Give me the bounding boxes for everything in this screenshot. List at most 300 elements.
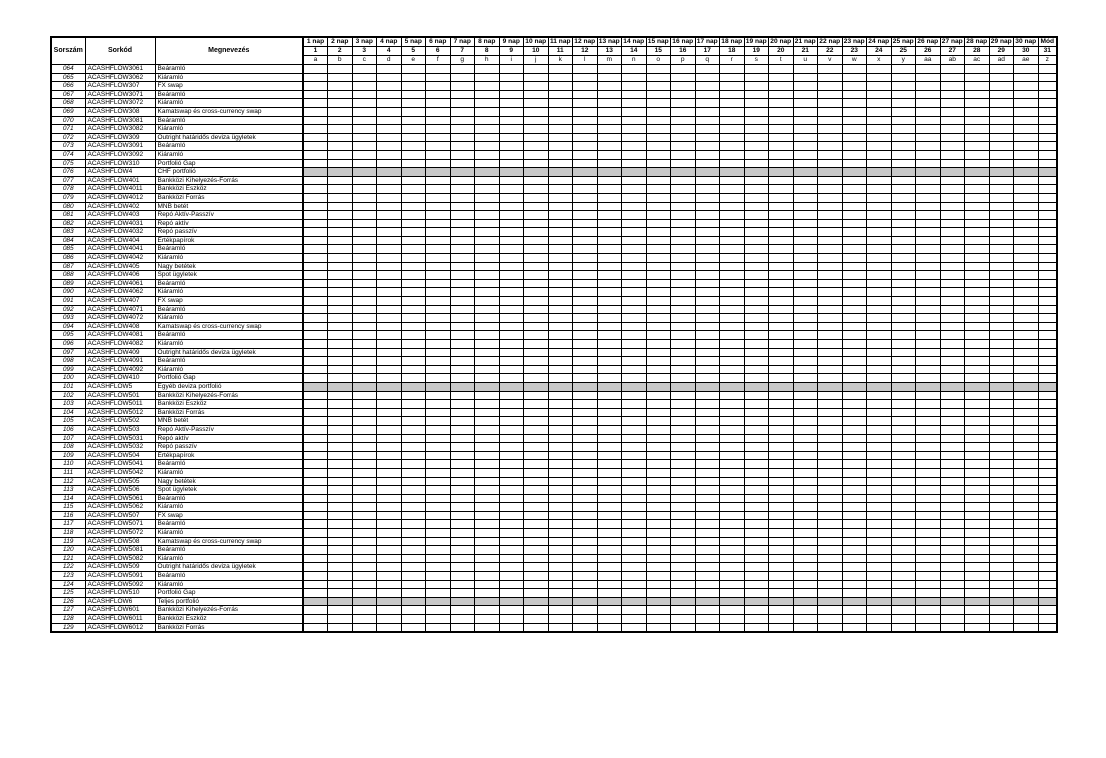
data-cell[interactable]: [793, 288, 818, 297]
data-cell[interactable]: [328, 322, 353, 331]
data-cell[interactable]: [1014, 486, 1039, 495]
data-cell[interactable]: [499, 288, 524, 297]
data-cell[interactable]: [499, 529, 524, 538]
data-cell[interactable]: [328, 297, 353, 306]
data-cell[interactable]: [622, 623, 647, 632]
data-cell[interactable]: [401, 606, 426, 615]
data-cell[interactable]: [328, 520, 353, 529]
data-cell[interactable]: [769, 400, 794, 409]
data-cell[interactable]: [695, 460, 720, 469]
data-cell[interactable]: [646, 546, 671, 555]
data-cell[interactable]: [646, 107, 671, 116]
data-cell[interactable]: [450, 271, 475, 280]
data-cell[interactable]: [720, 211, 745, 220]
data-cell[interactable]: [426, 236, 451, 245]
data-cell[interactable]: [744, 202, 769, 211]
data-cell[interactable]: [867, 168, 892, 177]
data-cell[interactable]: [916, 443, 941, 452]
data-cell[interactable]: [891, 443, 916, 452]
data-cell[interactable]: [842, 417, 867, 426]
data-cell[interactable]: [352, 615, 377, 624]
data-cell[interactable]: [622, 443, 647, 452]
data-cell[interactable]: [695, 279, 720, 288]
data-cell[interactable]: [548, 615, 573, 624]
data-cell[interactable]: [303, 262, 328, 271]
data-cell[interactable]: [328, 236, 353, 245]
data-cell[interactable]: [303, 391, 328, 400]
data-cell[interactable]: [524, 142, 549, 151]
data-cell[interactable]: [573, 597, 598, 606]
data-cell[interactable]: [1014, 107, 1039, 116]
data-cell[interactable]: [769, 142, 794, 151]
data-cell[interactable]: [646, 99, 671, 108]
data-cell[interactable]: [622, 228, 647, 237]
data-cell[interactable]: [940, 202, 965, 211]
data-cell[interactable]: [597, 554, 622, 563]
data-cell[interactable]: [744, 193, 769, 202]
data-cell[interactable]: [1038, 168, 1057, 177]
data-cell[interactable]: [622, 305, 647, 314]
data-cell[interactable]: [842, 314, 867, 323]
data-cell[interactable]: [891, 159, 916, 168]
data-cell[interactable]: [720, 572, 745, 581]
data-cell[interactable]: [867, 262, 892, 271]
data-cell[interactable]: [842, 597, 867, 606]
data-cell[interactable]: [916, 176, 941, 185]
data-cell[interactable]: [646, 348, 671, 357]
data-cell[interactable]: [891, 546, 916, 555]
data-cell[interactable]: [426, 176, 451, 185]
data-cell[interactable]: [1038, 572, 1057, 581]
data-cell[interactable]: [352, 374, 377, 383]
data-cell[interactable]: [818, 606, 843, 615]
data-cell[interactable]: [524, 219, 549, 228]
data-cell[interactable]: [597, 73, 622, 82]
data-cell[interactable]: [597, 597, 622, 606]
data-cell[interactable]: [916, 520, 941, 529]
data-cell[interactable]: [548, 340, 573, 349]
data-cell[interactable]: [867, 176, 892, 185]
data-cell[interactable]: [450, 331, 475, 340]
data-cell[interactable]: [524, 520, 549, 529]
data-cell[interactable]: [891, 90, 916, 99]
data-cell[interactable]: [475, 606, 500, 615]
data-cell[interactable]: [499, 219, 524, 228]
data-cell[interactable]: [450, 597, 475, 606]
data-cell[interactable]: [818, 615, 843, 624]
data-cell[interactable]: [524, 589, 549, 598]
data-cell[interactable]: [573, 572, 598, 581]
data-cell[interactable]: [1014, 382, 1039, 391]
data-cell[interactable]: [720, 477, 745, 486]
data-cell[interactable]: [401, 116, 426, 125]
data-cell[interactable]: [867, 486, 892, 495]
data-cell[interactable]: [965, 554, 990, 563]
data-cell[interactable]: [989, 451, 1014, 460]
data-cell[interactable]: [548, 314, 573, 323]
data-cell[interactable]: [940, 288, 965, 297]
data-cell[interactable]: [597, 305, 622, 314]
data-cell[interactable]: [328, 107, 353, 116]
data-cell[interactable]: [401, 554, 426, 563]
data-cell[interactable]: [401, 408, 426, 417]
data-cell[interactable]: [573, 211, 598, 220]
data-cell[interactable]: [1014, 529, 1039, 538]
data-cell[interactable]: [793, 202, 818, 211]
data-cell[interactable]: [377, 563, 402, 572]
data-cell[interactable]: [940, 340, 965, 349]
data-cell[interactable]: [597, 65, 622, 74]
data-cell[interactable]: [940, 271, 965, 280]
data-cell[interactable]: [352, 417, 377, 426]
data-cell[interactable]: [352, 142, 377, 151]
data-cell[interactable]: [646, 365, 671, 374]
data-cell[interactable]: [597, 606, 622, 615]
data-cell[interactable]: [328, 580, 353, 589]
data-cell[interactable]: [622, 245, 647, 254]
data-cell[interactable]: [769, 99, 794, 108]
data-cell[interactable]: [891, 297, 916, 306]
data-cell[interactable]: [573, 623, 598, 632]
data-cell[interactable]: [695, 133, 720, 142]
data-cell[interactable]: [548, 529, 573, 538]
data-cell[interactable]: [940, 451, 965, 460]
data-cell[interactable]: [303, 297, 328, 306]
data-cell[interactable]: [597, 615, 622, 624]
data-cell[interactable]: [671, 245, 696, 254]
data-cell[interactable]: [646, 511, 671, 520]
data-cell[interactable]: [352, 107, 377, 116]
data-cell[interactable]: [646, 615, 671, 624]
data-cell[interactable]: [622, 65, 647, 74]
data-cell[interactable]: [646, 279, 671, 288]
data-cell[interactable]: [475, 262, 500, 271]
data-cell[interactable]: [548, 150, 573, 159]
data-cell[interactable]: [793, 279, 818, 288]
data-cell[interactable]: [769, 159, 794, 168]
data-cell[interactable]: [916, 133, 941, 142]
data-cell[interactable]: [377, 589, 402, 598]
data-cell[interactable]: [842, 176, 867, 185]
data-cell[interactable]: [622, 314, 647, 323]
data-cell[interactable]: [450, 348, 475, 357]
data-cell[interactable]: [769, 537, 794, 546]
data-cell[interactable]: [524, 73, 549, 82]
data-cell[interactable]: [328, 288, 353, 297]
data-cell[interactable]: [989, 408, 1014, 417]
data-cell[interactable]: [597, 202, 622, 211]
data-cell[interactable]: [965, 408, 990, 417]
data-cell[interactable]: [328, 374, 353, 383]
data-cell[interactable]: [499, 65, 524, 74]
data-cell[interactable]: [1038, 90, 1057, 99]
data-cell[interactable]: [867, 322, 892, 331]
data-cell[interactable]: [916, 168, 941, 177]
data-cell[interactable]: [426, 623, 451, 632]
data-cell[interactable]: [646, 254, 671, 263]
data-cell[interactable]: [597, 400, 622, 409]
data-cell[interactable]: [450, 90, 475, 99]
data-cell[interactable]: [328, 65, 353, 74]
data-cell[interactable]: [377, 211, 402, 220]
data-cell[interactable]: [401, 219, 426, 228]
data-cell[interactable]: [303, 116, 328, 125]
data-cell[interactable]: [450, 382, 475, 391]
data-cell[interactable]: [352, 211, 377, 220]
data-cell[interactable]: [744, 125, 769, 134]
data-cell[interactable]: [573, 185, 598, 194]
data-cell[interactable]: [695, 168, 720, 177]
data-cell[interactable]: [671, 417, 696, 426]
data-cell[interactable]: [989, 228, 1014, 237]
data-cell[interactable]: [475, 288, 500, 297]
data-cell[interactable]: [671, 279, 696, 288]
data-cell[interactable]: [793, 460, 818, 469]
data-cell[interactable]: [573, 202, 598, 211]
data-cell[interactable]: [744, 73, 769, 82]
data-cell[interactable]: [1014, 125, 1039, 134]
data-cell[interactable]: [426, 65, 451, 74]
data-cell[interactable]: [303, 211, 328, 220]
data-cell[interactable]: [793, 391, 818, 400]
data-cell[interactable]: [401, 245, 426, 254]
data-cell[interactable]: [377, 99, 402, 108]
data-cell[interactable]: [671, 468, 696, 477]
data-cell[interactable]: [744, 400, 769, 409]
data-cell[interactable]: [352, 425, 377, 434]
data-cell[interactable]: [867, 159, 892, 168]
data-cell[interactable]: [720, 168, 745, 177]
data-cell[interactable]: [548, 451, 573, 460]
data-cell[interactable]: [916, 314, 941, 323]
data-cell[interactable]: [524, 451, 549, 460]
data-cell[interactable]: [1038, 503, 1057, 512]
data-cell[interactable]: [548, 168, 573, 177]
data-cell[interactable]: [548, 142, 573, 151]
data-cell[interactable]: [818, 262, 843, 271]
data-cell[interactable]: [573, 168, 598, 177]
data-cell[interactable]: [916, 425, 941, 434]
data-cell[interactable]: [548, 382, 573, 391]
data-cell[interactable]: [818, 82, 843, 91]
data-cell[interactable]: [891, 374, 916, 383]
data-cell[interactable]: [916, 391, 941, 400]
data-cell[interactable]: [695, 314, 720, 323]
data-cell[interactable]: [401, 460, 426, 469]
data-cell[interactable]: [695, 606, 720, 615]
data-cell[interactable]: [1014, 314, 1039, 323]
data-cell[interactable]: [818, 391, 843, 400]
data-cell[interactable]: [622, 417, 647, 426]
data-cell[interactable]: [965, 107, 990, 116]
data-cell[interactable]: [573, 580, 598, 589]
data-cell[interactable]: [769, 185, 794, 194]
data-cell[interactable]: [793, 425, 818, 434]
data-cell[interactable]: [401, 546, 426, 555]
data-cell[interactable]: [524, 314, 549, 323]
data-cell[interactable]: [328, 82, 353, 91]
data-cell[interactable]: [450, 262, 475, 271]
data-cell[interactable]: [426, 185, 451, 194]
data-cell[interactable]: [426, 546, 451, 555]
data-cell[interactable]: [524, 580, 549, 589]
data-cell[interactable]: [1014, 340, 1039, 349]
data-cell[interactable]: [989, 597, 1014, 606]
data-cell[interactable]: [867, 65, 892, 74]
data-cell[interactable]: [916, 271, 941, 280]
data-cell[interactable]: [573, 606, 598, 615]
data-cell[interactable]: [916, 580, 941, 589]
data-cell[interactable]: [573, 65, 598, 74]
data-cell[interactable]: [793, 529, 818, 538]
data-cell[interactable]: [867, 73, 892, 82]
data-cell[interactable]: [965, 460, 990, 469]
data-cell[interactable]: [573, 451, 598, 460]
data-cell[interactable]: [377, 245, 402, 254]
data-cell[interactable]: [793, 357, 818, 366]
data-cell[interactable]: [377, 572, 402, 581]
data-cell[interactable]: [793, 408, 818, 417]
data-cell[interactable]: [450, 99, 475, 108]
data-cell[interactable]: [573, 468, 598, 477]
data-cell[interactable]: [695, 357, 720, 366]
data-cell[interactable]: [818, 554, 843, 563]
data-cell[interactable]: [1014, 133, 1039, 142]
data-cell[interactable]: [548, 193, 573, 202]
data-cell[interactable]: [720, 348, 745, 357]
data-cell[interactable]: [989, 305, 1014, 314]
data-cell[interactable]: [475, 434, 500, 443]
data-cell[interactable]: [450, 537, 475, 546]
data-cell[interactable]: [352, 236, 377, 245]
data-cell[interactable]: [499, 99, 524, 108]
data-cell[interactable]: [940, 400, 965, 409]
data-cell[interactable]: [695, 468, 720, 477]
data-cell[interactable]: [940, 443, 965, 452]
data-cell[interactable]: [646, 597, 671, 606]
data-cell[interactable]: [891, 434, 916, 443]
data-cell[interactable]: [965, 314, 990, 323]
data-cell[interactable]: [548, 73, 573, 82]
data-cell[interactable]: [573, 176, 598, 185]
data-cell[interactable]: [303, 563, 328, 572]
data-cell[interactable]: [597, 529, 622, 538]
data-cell[interactable]: [475, 322, 500, 331]
data-cell[interactable]: [524, 529, 549, 538]
data-cell[interactable]: [499, 305, 524, 314]
data-cell[interactable]: [842, 331, 867, 340]
data-cell[interactable]: [573, 107, 598, 116]
data-cell[interactable]: [548, 468, 573, 477]
data-cell[interactable]: [328, 477, 353, 486]
data-cell[interactable]: [695, 400, 720, 409]
data-cell[interactable]: [475, 73, 500, 82]
data-cell[interactable]: [842, 400, 867, 409]
data-cell[interactable]: [769, 503, 794, 512]
data-cell[interactable]: [989, 615, 1014, 624]
data-cell[interactable]: [646, 606, 671, 615]
data-cell[interactable]: [524, 82, 549, 91]
data-cell[interactable]: [401, 537, 426, 546]
data-cell[interactable]: [1014, 99, 1039, 108]
data-cell[interactable]: [769, 434, 794, 443]
data-cell[interactable]: [573, 297, 598, 306]
data-cell[interactable]: [940, 537, 965, 546]
data-cell[interactable]: [303, 434, 328, 443]
data-cell[interactable]: [646, 520, 671, 529]
data-cell[interactable]: [989, 314, 1014, 323]
data-cell[interactable]: [573, 125, 598, 134]
data-cell[interactable]: [303, 417, 328, 426]
data-cell[interactable]: [671, 529, 696, 538]
data-cell[interactable]: [303, 606, 328, 615]
data-cell[interactable]: [548, 90, 573, 99]
data-cell[interactable]: [744, 365, 769, 374]
data-cell[interactable]: [793, 159, 818, 168]
data-cell[interactable]: [965, 400, 990, 409]
data-cell[interactable]: [793, 314, 818, 323]
data-cell[interactable]: [818, 572, 843, 581]
data-cell[interactable]: [548, 391, 573, 400]
data-cell[interactable]: [646, 443, 671, 452]
data-cell[interactable]: [303, 168, 328, 177]
data-cell[interactable]: [352, 116, 377, 125]
data-cell[interactable]: [524, 374, 549, 383]
data-cell[interactable]: [965, 262, 990, 271]
data-cell[interactable]: [597, 271, 622, 280]
data-cell[interactable]: [1014, 73, 1039, 82]
data-cell[interactable]: [965, 494, 990, 503]
data-cell[interactable]: [426, 597, 451, 606]
data-cell[interactable]: [842, 580, 867, 589]
data-cell[interactable]: [744, 288, 769, 297]
data-cell[interactable]: [377, 606, 402, 615]
data-cell[interactable]: [401, 374, 426, 383]
data-cell[interactable]: [769, 365, 794, 374]
data-cell[interactable]: [965, 150, 990, 159]
data-cell[interactable]: [769, 486, 794, 495]
data-cell[interactable]: [622, 176, 647, 185]
data-cell[interactable]: [671, 382, 696, 391]
data-cell[interactable]: [475, 503, 500, 512]
data-cell[interactable]: [793, 90, 818, 99]
data-cell[interactable]: [1038, 606, 1057, 615]
data-cell[interactable]: [720, 434, 745, 443]
data-cell[interactable]: [671, 425, 696, 434]
data-cell[interactable]: [450, 185, 475, 194]
data-cell[interactable]: [940, 279, 965, 288]
data-cell[interactable]: [842, 451, 867, 460]
data-cell[interactable]: [695, 589, 720, 598]
data-cell[interactable]: [671, 365, 696, 374]
data-cell[interactable]: [769, 176, 794, 185]
data-cell[interactable]: [450, 219, 475, 228]
data-cell[interactable]: [597, 451, 622, 460]
data-cell[interactable]: [744, 606, 769, 615]
data-cell[interactable]: [401, 477, 426, 486]
data-cell[interactable]: [401, 314, 426, 323]
data-cell[interactable]: [573, 400, 598, 409]
data-cell[interactable]: [303, 322, 328, 331]
data-cell[interactable]: [303, 443, 328, 452]
data-cell[interactable]: [1014, 90, 1039, 99]
data-cell[interactable]: [622, 73, 647, 82]
data-cell[interactable]: [842, 511, 867, 520]
data-cell[interactable]: [671, 254, 696, 263]
data-cell[interactable]: [793, 477, 818, 486]
data-cell[interactable]: [597, 494, 622, 503]
data-cell[interactable]: [818, 202, 843, 211]
